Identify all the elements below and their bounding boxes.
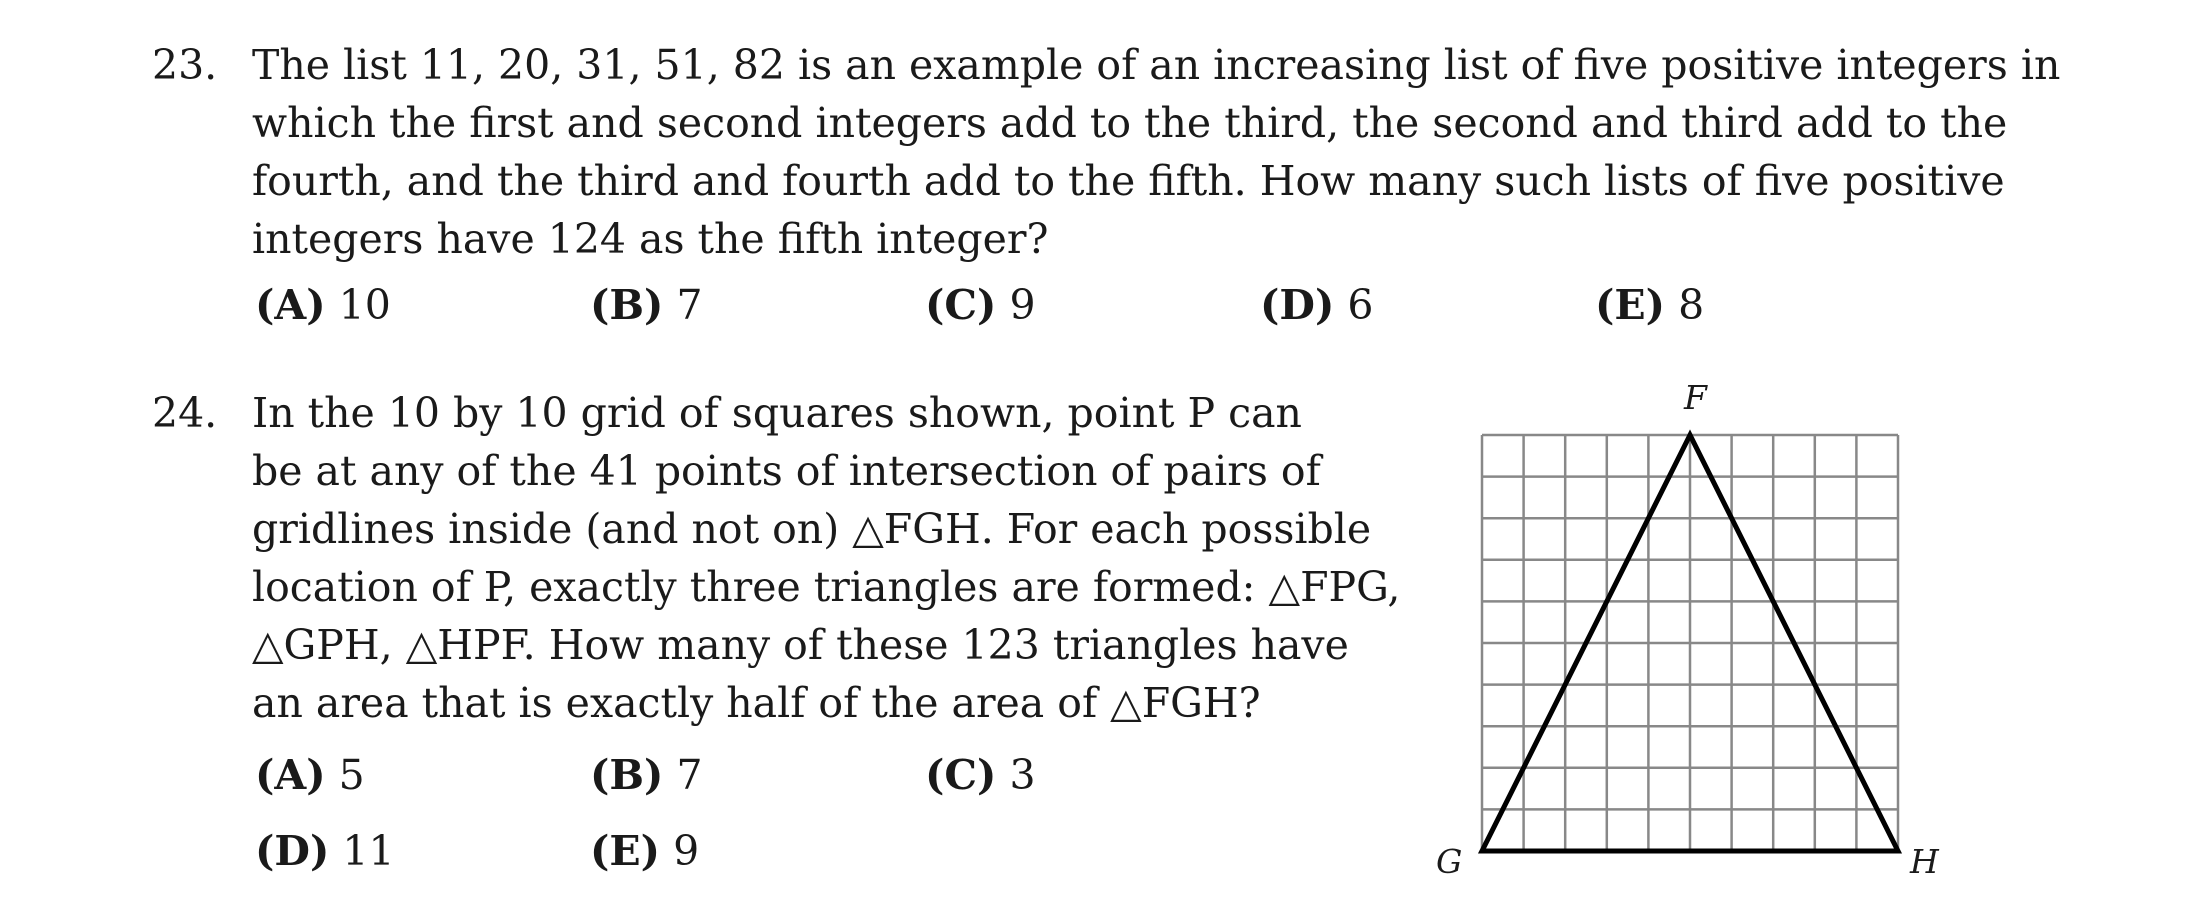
choice-label: (E) (1595, 281, 1666, 329)
label-f: F (1684, 378, 1707, 417)
problem-23-choice-c[interactable] (925, 276, 1036, 334)
choice-label: (D) (255, 827, 330, 875)
problem-23-line-4: integers have 124 as the fifth integer? (252, 215, 1049, 263)
problem-23-line-3: fourth, and the third and fourth add to the fifth. How many such lists of five positive (252, 157, 2005, 205)
problem-24-choice-e[interactable] (590, 822, 699, 880)
label-g: G (1436, 842, 1463, 881)
problem-24-choice-d[interactable] (255, 822, 395, 880)
problem-24-line-3: gridlines inside (and not on) △FGH. For each possible (252, 505, 1372, 553)
choice-label: (B) (590, 281, 664, 329)
problem-23-choice-b[interactable] (590, 276, 703, 334)
choice-label: (C) (925, 281, 997, 329)
problem-23-line-1: The list 11, 20, 31, 51, 82 is an example of an increasing list of five positive integers in (252, 41, 2061, 89)
label-h: H (1910, 842, 1939, 881)
problem-23-number: 23. (152, 41, 218, 89)
choice-label: (B) (590, 751, 664, 799)
choice-value: 9 (1009, 281, 1036, 329)
choice-value: 11 (342, 827, 395, 875)
problem-24-line-1: In the 10 by 10 grid of squares shown, point P can (252, 389, 1302, 437)
problem-24-choice-b[interactable] (590, 746, 703, 804)
problem-23-choice-a[interactable] (255, 276, 391, 334)
problem-24-choice-a[interactable] (255, 746, 365, 804)
choice-value: 6 (1347, 281, 1374, 329)
choice-value: 10 (338, 281, 391, 329)
choice-label: (A) (255, 751, 326, 799)
problem-24-choice-c[interactable] (925, 746, 1036, 804)
problem-24-line-4: location of P, exactly three triangles are formed: △FPG, (252, 563, 1401, 611)
choice-value: 3 (1009, 751, 1036, 799)
choice-value: 8 (1678, 281, 1705, 329)
problem-23-choice-e[interactable] (1595, 276, 1704, 334)
choice-label: (E) (590, 827, 661, 875)
problem-24-line-6: an area that is exactly half of the area of △FGH? (252, 679, 1261, 727)
choice-value: 7 (676, 751, 703, 799)
problem-24-line-5: △GPH, △HPF. How many of these 123 triangles have (252, 621, 1349, 669)
choice-value: 9 (673, 827, 700, 875)
grid-triangle-figure (1420, 380, 1940, 900)
problem-24-number: 24. (152, 389, 218, 437)
problem-24-text (252, 384, 1402, 732)
choice-value: 7 (676, 281, 703, 329)
problem-23-line-2: which the first and second integers add to the third, the second and third add to the (252, 99, 2008, 147)
problem-23-choice-d[interactable] (1260, 276, 1374, 334)
choice-label: (D) (1260, 281, 1335, 329)
choice-label: (A) (255, 281, 326, 329)
grid-triangle-svg (1420, 380, 1940, 900)
choice-value: 5 (338, 751, 365, 799)
choice-label: (C) (925, 751, 997, 799)
problem-23-text (252, 36, 2061, 268)
problem-24-line-2: be at any of the 41 points of intersection of pairs of (252, 447, 1321, 495)
